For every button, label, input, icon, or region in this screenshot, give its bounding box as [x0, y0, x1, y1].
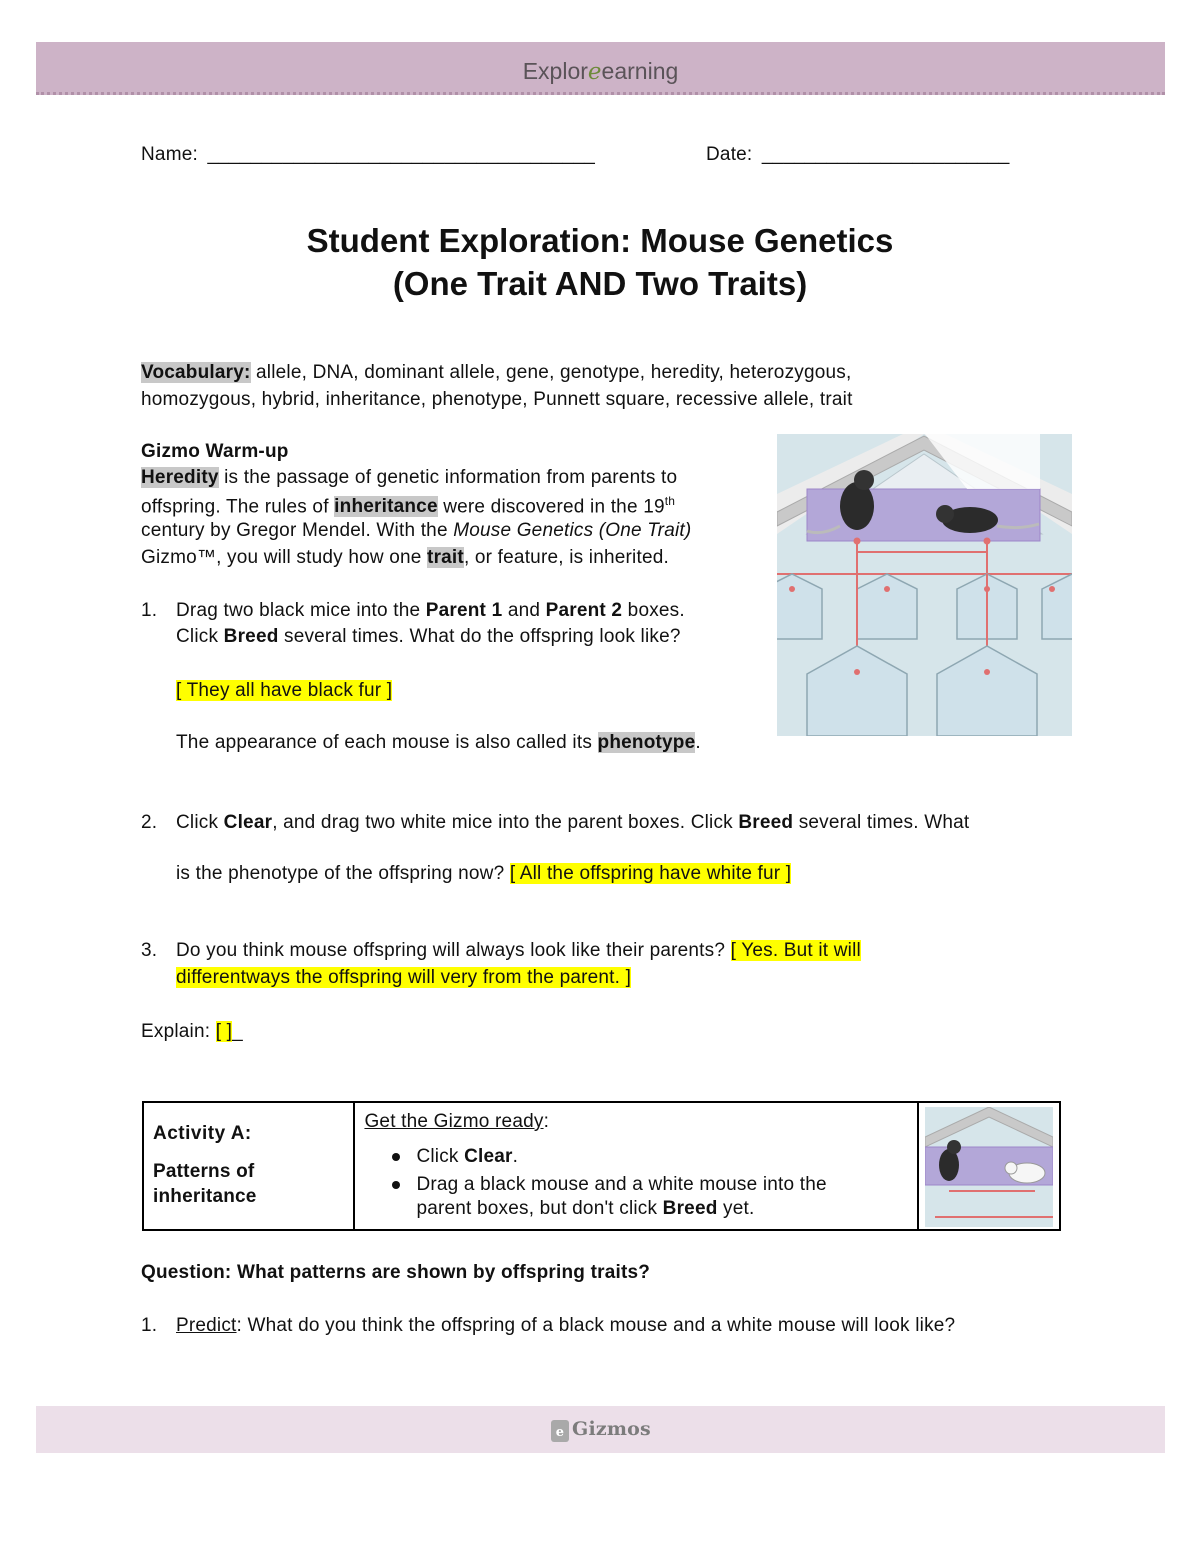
- activity-image-cell: [918, 1102, 1060, 1230]
- name-field[interactable]: ____________________________________: [207, 144, 596, 165]
- gizmo-ready-heading: Get the Gizmo ready:: [364, 1111, 550, 1132]
- activity-label: Activity A:: [153, 1123, 252, 1144]
- name-date-line: [141, 144, 595, 166]
- gizmo-breeding-illustration: [777, 434, 1072, 736]
- bullet-icon: [392, 1153, 400, 1161]
- gizmos-logo-icon: [550, 1417, 570, 1443]
- warmup-heading: Gizmo Warm-up: [141, 441, 289, 462]
- instruction-item: Click Clear.: [392, 1146, 916, 1168]
- bullet-icon: [392, 1181, 400, 1189]
- header-bar: [36, 42, 1165, 95]
- activity-label-cell: [143, 1102, 354, 1230]
- activity-table: [142, 1101, 1061, 1231]
- answer-2-field[interactable]: [ All the offspring have white fur ]: [509, 863, 792, 884]
- question-3: 3. Do you think mouse offspring will always look like their parents? [ Yes. But it will: [141, 940, 861, 961]
- answer-3-continued[interactable]: differentways the offspring will very from the parent. ]: [176, 967, 632, 988]
- phenotype-note: The appearance of each mouse is also called its phenotype.: [176, 732, 701, 753]
- warmup-para-line: century by Gregor Mendel. With the Mouse Genetics (One Trait): [141, 520, 692, 541]
- question-1: 1. Drag two black mice into the Parent 1 and Parent 2 boxes.: [141, 600, 685, 621]
- answer-3-field[interactable]: [ Yes. But it will: [730, 940, 861, 961]
- term-inheritance: inheritance: [334, 496, 438, 518]
- answer-1-field[interactable]: [ They all have black fur ]: [176, 680, 393, 701]
- term-phenotype: phenotype: [597, 732, 696, 753]
- term-trait: trait: [427, 547, 464, 568]
- question-heading: Question: What patterns are shown by offspring traits?: [141, 1262, 651, 1283]
- term-heredity: Heredity: [141, 467, 219, 488]
- instruction-item-continued: parent boxes, but don't click Breed yet.: [416, 1198, 755, 1219]
- page-subtitle: (One Trait AND Two Traits): [392, 265, 808, 302]
- warmup-para-line: Gizmo™, you will study how one trait, or feature, is inherited.: [141, 547, 669, 568]
- mouse-black-1: [840, 482, 874, 530]
- gizmo-thumbnail: [925, 1107, 1053, 1227]
- date-field[interactable]: _______________________: [761, 144, 1010, 165]
- date-label: Date:: [706, 144, 753, 165]
- brand-logo: Exploreearning: [522, 58, 679, 85]
- question-1-line-2: Click Breed several times. What do the offspring look like?: [176, 626, 681, 647]
- vocabulary-line-2: homozygous, hybrid, inheritance, phenotype, Punnett square, recessive allele, trait: [141, 389, 853, 410]
- page-title: Student Exploration: Mouse Genetics: [306, 222, 894, 259]
- date-group: [706, 144, 1010, 166]
- instruction-item: Drag a black mouse and a white mouse into the: [392, 1174, 916, 1196]
- warmup-para-line: Heredity is the passage of genetic information from parents to: [141, 467, 678, 488]
- name-label: Name:: [141, 144, 198, 165]
- svg-text:e: e: [555, 1425, 565, 1440]
- footer-bar: [36, 1406, 1165, 1453]
- question-2-line-2: is the phenotype of the offspring now? [ All the offspring have white fur ]: [176, 863, 792, 884]
- vocabulary-label: Vocabulary:: [141, 362, 251, 383]
- warmup-para-line: offspring. The rules of inheritance were discovered in the 19th: [141, 494, 676, 518]
- explain-line: Explain: [ ]_: [141, 1021, 243, 1042]
- question-2: 2. Click Clear, and drag two white mice into the parent boxes. Click Breed several times. What: [141, 812, 970, 833]
- activity-instructions-cell: [354, 1102, 917, 1230]
- explain-field[interactable]: [ ]: [215, 1021, 233, 1042]
- mouse-black: [939, 1149, 959, 1181]
- predict-question: 1. Predict: What do you think the offspring of a black mouse and a white mouse will look like?: [141, 1315, 956, 1336]
- vocabulary-line-1: Vocabulary: allele, DNA, dominant allele, gene, genotype, heredity, heterozygous,: [141, 362, 852, 383]
- activity-title: Patterns of inheritance: [153, 1161, 257, 1207]
- footer-logo: e Gizmos: [36, 1406, 1165, 1453]
